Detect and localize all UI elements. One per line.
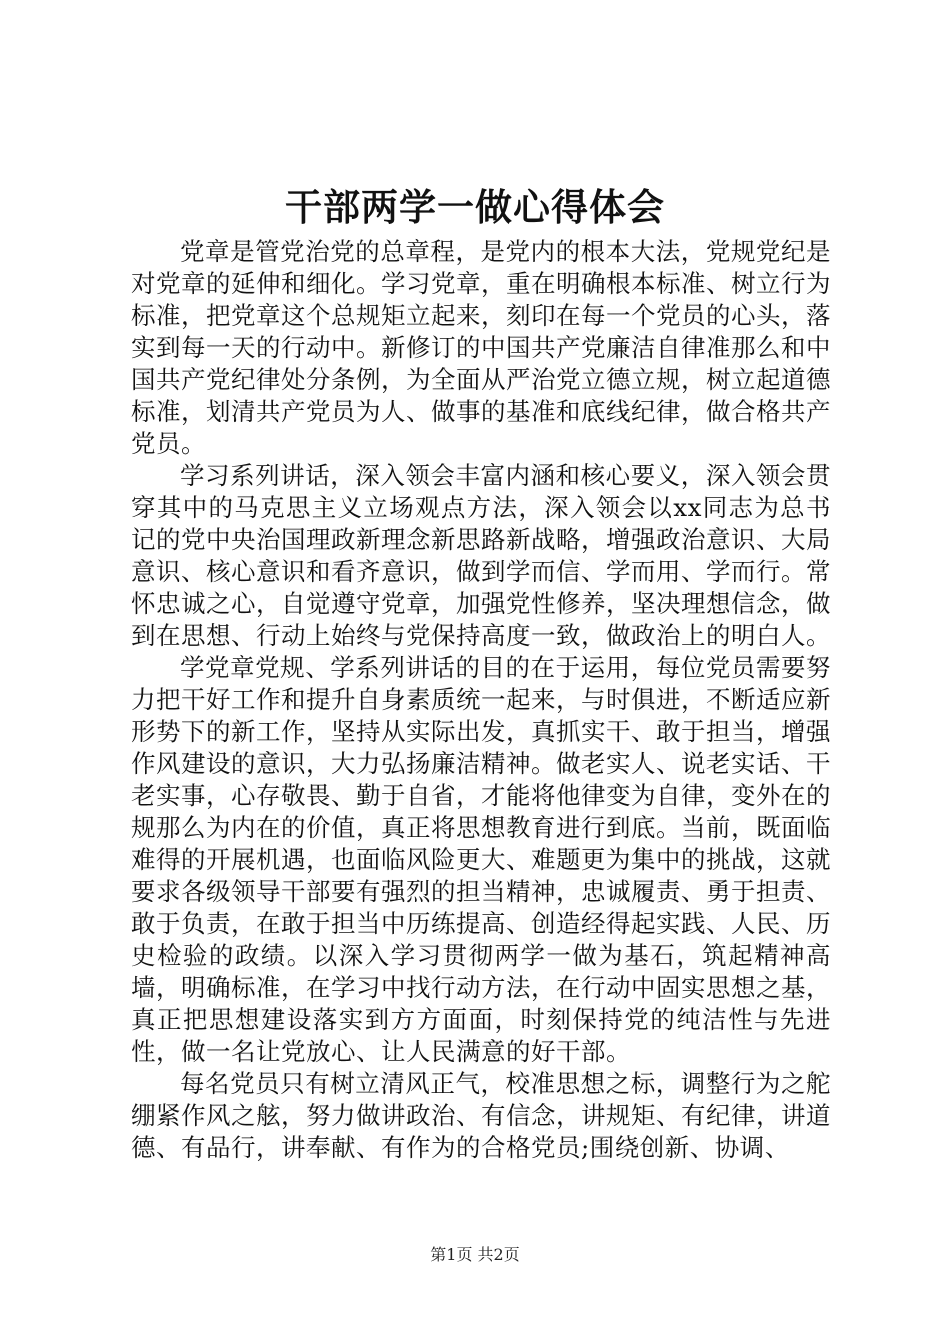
document-body	[131, 236, 831, 1164]
document-title: 干部两学一做心得体会	[285, 186, 665, 229]
paragraph-2: 学习系列讲话，深入领会丰富内涵和核心要义，深入领会贯穿其中的马克思主义立场观点方法，深入领会以xx同志为总书记的党中央治国理政新理念新思路新战略，增强政治意识、大局意识、核心意识和看齐意识，做到学而信、学而用、学而行。常怀忠诚之心，自觉遵守党章，加强党性修养，坚决理想信念，做到在思想、行动上始终与党保持高度一致，做政治上的明白人。	[131, 461, 831, 650]
paragraph-3: 学党章党规、学系列讲话的目的在于运用，每位党员需要努力把干好工作和提升自身素质统一起来，与时俱进，不断适应新形势下的新工作，坚持从实际出发，真抓实干、敢于担当，增强作风建设的意识，大力弘扬廉洁精神。做老实人、说老实话、干老实事，心存敬畏、勤于自省，才能将他律变为自律，变外在的规那么为内在的价值，真正将思想教育进行到底。当前，既面临难得的开展机遇，也面临风险更大、难题更为集中的挑战，这就要求各级领导干部要有强烈的担当精神，忠诚履责、勇于担责、敢于负责，在敢于担当中历练提高、创造经得起实践、人民、历史检验的政绩。以深入学习贯彻两学一做为基石，筑起精神高墙，明确标准，在学习中找行动方法，在行动中固实思想之基，真正把思想建设落实到方方面面，时刻保持党的纯洁性与先进性，做一名让党放心、让人民满意的好干部。	[131, 653, 831, 1066]
page-number-footer: 第1页 共2页	[430, 1245, 520, 1264]
paragraph-1: 党章是管党治党的总章程，是党内的根本大法，党规党纪是对党章的延伸和细化。学习党章，重在明确根本标准、树立行为标准，把党章这个总规矩立起来，刻印在每一个党员的心头，落实到每一天的行动中。新修订的中国共产党廉洁自律准那么和中国共产党纪律处分条例，为全面从严治党立德立规，树立起道德标准，划清共产党员为人、做事的基准和底线纪律，做合格共产党员。	[131, 237, 831, 458]
paragraph-4: 每名党员只有树立清风正气，校准思想之标，调整行为之舵绷紧作风之舷，努力做讲政治、有信念，讲规矩、有纪律，讲道德、有品行，讲奉献、有作为的合格党员;围绕创新、协调、	[131, 1069, 831, 1162]
